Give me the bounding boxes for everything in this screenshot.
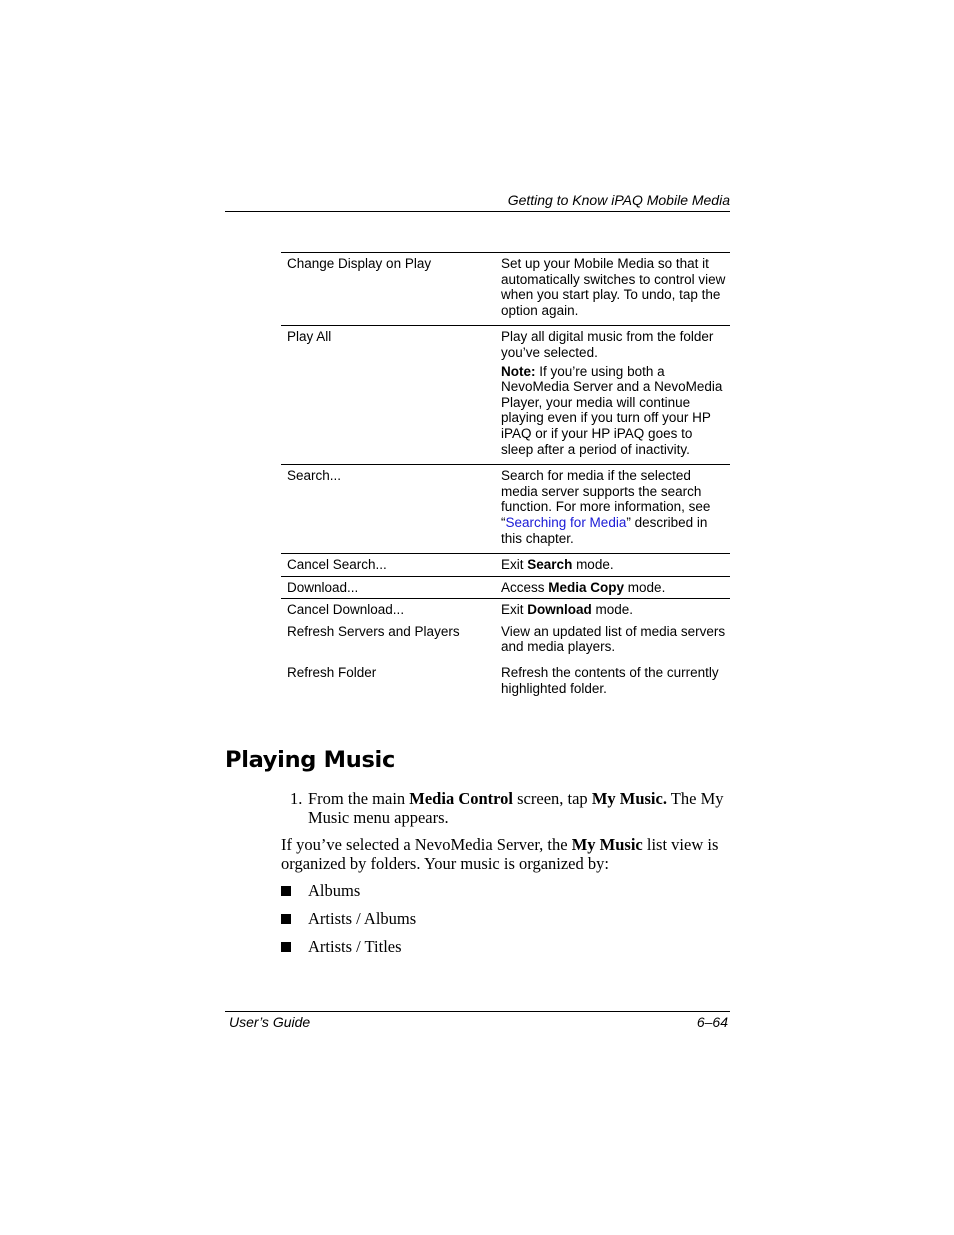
option-description: Exit Download mode. [501,602,634,618]
page-number: 6–64 [696,1014,728,1030]
table-row [281,576,730,599]
option-name: Search... [281,465,501,554]
table-row [281,465,730,554]
option-name: Cancel Search... [281,554,501,577]
option-name: Refresh Folder [287,665,377,681]
note: Note: If you’re using both a NevoMedia Server and a NevoMedia Player, your media will continue playing even if you turn off your HP iPAQ or if your HP iPAQ goes to sleep after a period of inactivity. [501,363,723,457]
option-name: Refresh Servers and Players [287,623,460,639]
option-description: Play all digital music from the folder you’ve selected. Note: If you’re using both a NevoMedia Server and a NevoMedia Player, your media will continue playing even if you turn off your HP iPAQ or if your HP iPAQ goes to sleep after a period of inactivity. [501,326,730,465]
footer-guide-title: User’s Guide [229,1014,311,1030]
step-number: 1. [290,789,303,808]
table-row [281,599,730,621]
header-rule [225,211,730,212]
running-header: Getting to Know iPAQ Mobile Media [507,192,730,208]
table-row [281,326,730,465]
bullet-square-icon [281,942,291,952]
bullet-square-icon [281,914,291,924]
bullet-square-icon [281,886,291,896]
option-description: Refresh the contents of the currently highlighted folder. [501,665,719,696]
option-description: Set up your Mobile Media so that it automatically switches to control view when you start play. To undo, tap the option again. [501,253,730,326]
option-name: Play All [281,326,501,465]
option-name: Cancel Download... [287,602,405,618]
option-name: Download... [281,576,501,599]
table-row [281,253,730,326]
option-description: View an updated list of media servers and media players. [501,623,726,655]
option-description: Exit Search mode. [501,554,730,577]
body-paragraph: If you’ve selected a NevoMedia Server, the My Music list view is organized by folders. Your music is organized by: [281,835,719,873]
option-description: Search for media if the selected media server supports the search function. For more information, see “Searching for Media” described in this chapter. [501,465,730,554]
table-row [281,554,730,577]
option-name: Change Display on Play [281,253,501,326]
section-title: Playing Music [225,747,395,773]
option-description: Access Media Copy mode. [501,576,730,599]
table-row [281,621,730,662]
table-row [281,662,730,703]
numbered-step [290,789,730,827]
searching-for-media-link[interactable]: Searching for Media [505,514,627,530]
menu-options-table [281,252,730,703]
step-text: From the main Media Control screen, tap My Music. The My Music menu appears. [308,789,724,827]
